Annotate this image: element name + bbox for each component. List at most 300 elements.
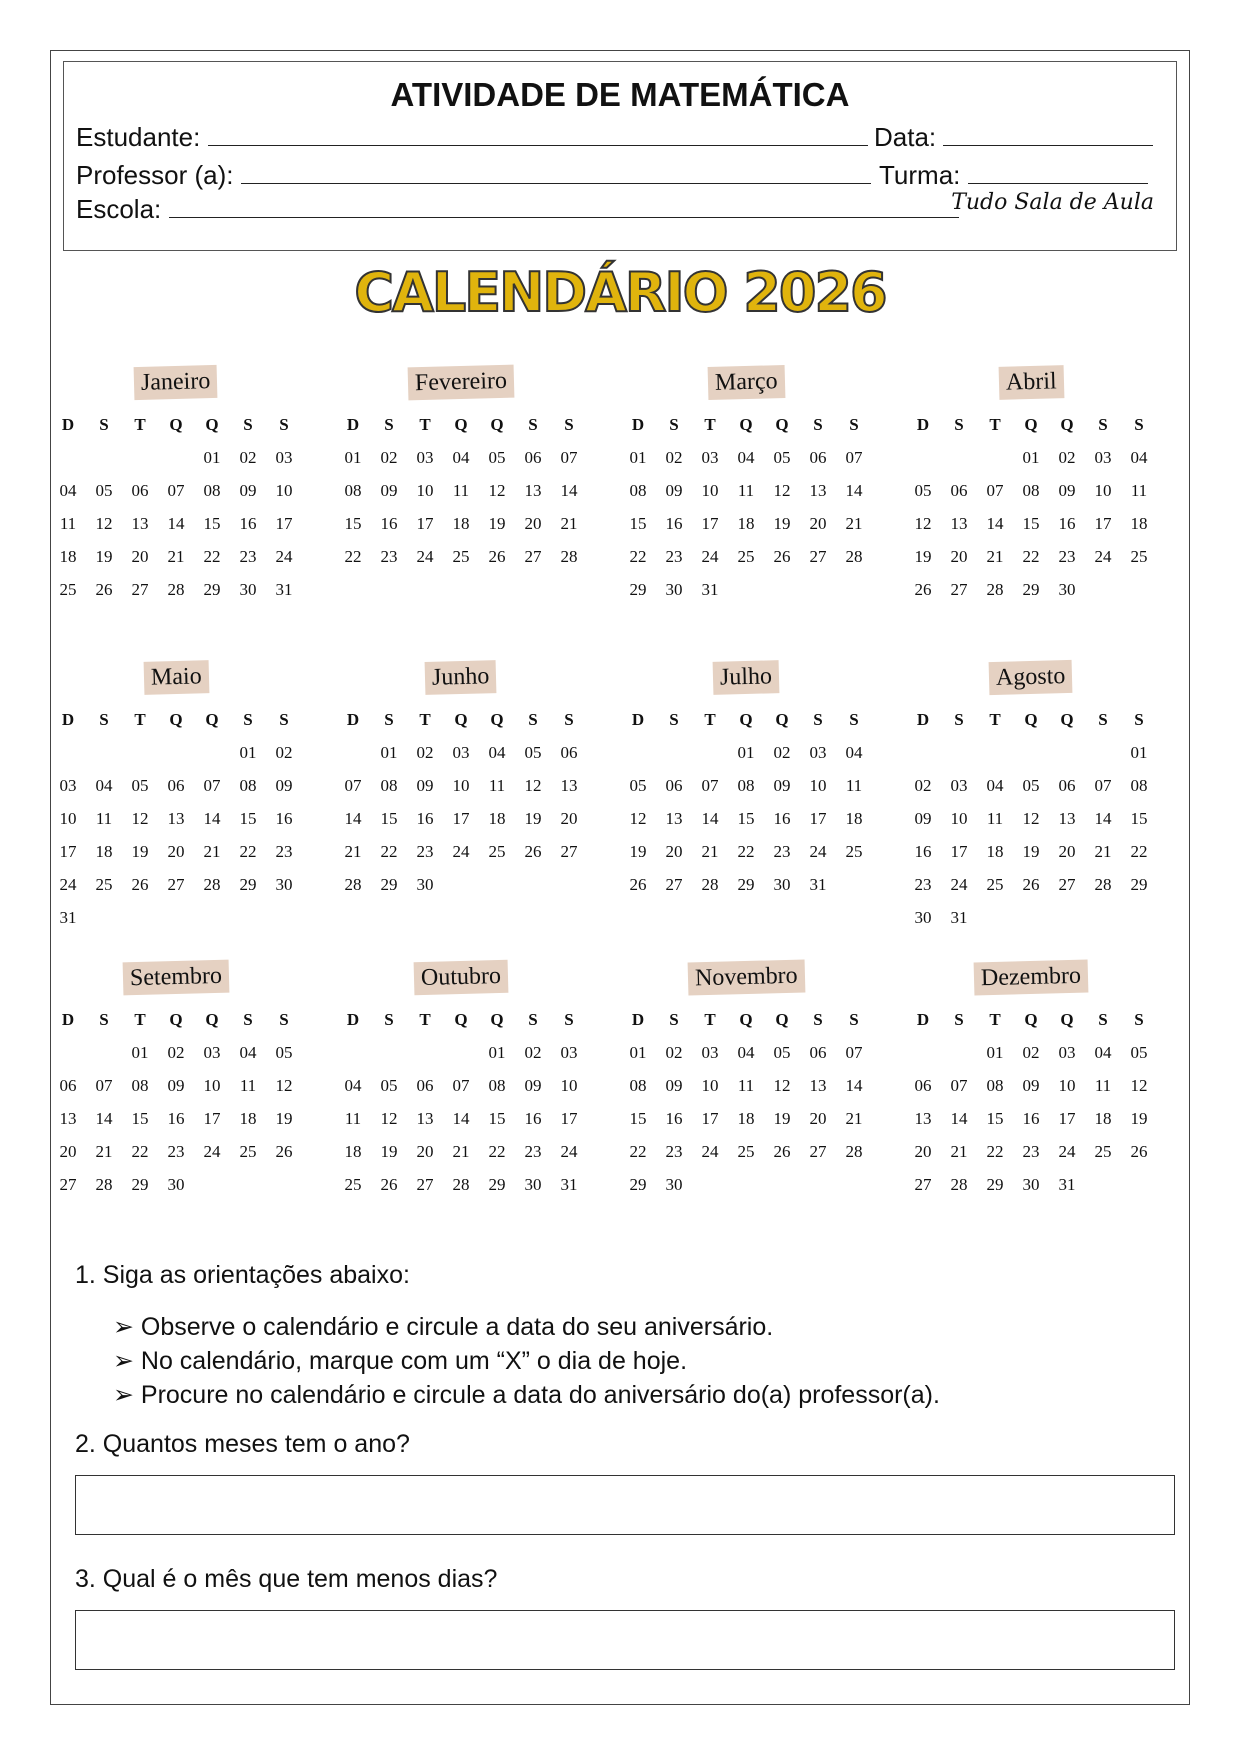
day-cell[interactable]: 09 [1058,481,1076,500]
day-cell[interactable]: 02 [1058,448,1076,467]
day-cell[interactable]: 18 [59,547,77,566]
day-cell[interactable]: 11 [1130,481,1148,500]
day-cell[interactable]: 14 [203,809,221,828]
day-cell[interactable]: 29 [629,580,647,599]
day-cell[interactable]: 21 [701,842,719,861]
day-cell[interactable]: 15 [1022,514,1040,533]
day-cell[interactable]: 29 [488,1175,506,1194]
answer-box-3[interactable] [75,1610,1175,1670]
teacher-field[interactable] [241,161,871,184]
day-cell[interactable]: 28 [701,875,719,894]
day-cell[interactable]: 08 [986,1076,1004,1095]
day-cell[interactable]: 02 [524,1043,542,1062]
day-cell[interactable]: 27 [950,580,968,599]
day-cell[interactable]: 30 [275,875,293,894]
day-cell[interactable]: 28 [452,1175,470,1194]
day-cell[interactable]: 24 [950,875,968,894]
day-cell[interactable]: 15 [380,809,398,828]
day-cell[interactable]: 26 [275,1142,293,1161]
day-cell[interactable]: 15 [629,514,647,533]
day-cell[interactable]: 26 [629,875,647,894]
day-cell[interactable]: 12 [275,1076,293,1095]
day-cell[interactable]: 21 [845,1109,863,1128]
day-cell[interactable]: 05 [773,448,791,467]
day-cell[interactable]: 16 [416,809,434,828]
day-cell[interactable]: 14 [1094,809,1112,828]
day-cell[interactable]: 09 [275,776,293,795]
day-cell[interactable]: 08 [344,481,362,500]
day-cell[interactable]: 29 [1022,580,1040,599]
day-cell[interactable]: 21 [167,547,185,566]
day-cell[interactable]: 18 [344,1142,362,1161]
day-cell[interactable]: 30 [239,580,257,599]
day-cell[interactable]: 02 [380,448,398,467]
day-cell[interactable]: 16 [1022,1109,1040,1128]
day-cell[interactable]: 22 [131,1142,149,1161]
day-cell[interactable]: 23 [167,1142,185,1161]
day-cell[interactable]: 29 [239,875,257,894]
day-cell[interactable]: 30 [665,1175,683,1194]
day-cell[interactable]: 20 [524,514,542,533]
day-cell[interactable]: 23 [773,842,791,861]
day-cell[interactable]: 21 [560,514,578,533]
day-cell[interactable]: 29 [203,580,221,599]
day-cell[interactable]: 02 [239,448,257,467]
day-cell[interactable]: 28 [845,547,863,566]
class-field[interactable] [968,161,1148,184]
day-cell[interactable]: 28 [986,580,1004,599]
day-cell[interactable]: 07 [845,1043,863,1062]
day-cell[interactable]: 29 [737,875,755,894]
day-cell[interactable]: 31 [1058,1175,1076,1194]
day-cell[interactable]: 08 [1130,776,1148,795]
day-cell[interactable]: 30 [1058,580,1076,599]
day-cell[interactable]: 30 [773,875,791,894]
day-cell[interactable]: 21 [344,842,362,861]
day-cell[interactable]: 27 [665,875,683,894]
day-cell[interactable]: 14 [452,1109,470,1128]
day-cell[interactable]: 27 [809,547,827,566]
day-cell[interactable]: 12 [131,809,149,828]
day-cell[interactable]: 01 [629,448,647,467]
day-cell[interactable]: 12 [629,809,647,828]
day-cell[interactable]: 25 [452,547,470,566]
day-cell[interactable]: 10 [701,1076,719,1095]
day-cell[interactable]: 12 [524,776,542,795]
day-cell[interactable]: 02 [1022,1043,1040,1062]
day-cell[interactable]: 03 [1058,1043,1076,1062]
day-cell[interactable]: 26 [773,547,791,566]
day-cell[interactable]: 06 [665,776,683,795]
day-cell[interactable]: 17 [1058,1109,1076,1128]
day-cell[interactable]: 15 [488,1109,506,1128]
day-cell[interactable]: 18 [239,1109,257,1128]
school-field[interactable] [169,195,959,218]
day-cell[interactable]: 16 [914,842,932,861]
day-cell[interactable]: 17 [809,809,827,828]
day-cell[interactable]: 31 [809,875,827,894]
day-cell[interactable]: 24 [416,547,434,566]
day-cell[interactable]: 31 [950,908,968,927]
day-cell[interactable]: 22 [629,1142,647,1161]
day-cell[interactable]: 07 [986,481,1004,500]
day-cell[interactable]: 01 [1130,743,1148,762]
day-cell[interactable]: 24 [701,547,719,566]
day-cell[interactable]: 18 [95,842,113,861]
day-cell[interactable]: 06 [131,481,149,500]
day-cell[interactable]: 19 [773,1109,791,1128]
day-cell[interactable]: 21 [95,1142,113,1161]
day-cell[interactable]: 04 [95,776,113,795]
day-cell[interactable]: 13 [809,481,827,500]
day-cell[interactable]: 19 [95,547,113,566]
day-cell[interactable]: 10 [275,481,293,500]
day-cell[interactable]: 26 [131,875,149,894]
day-cell[interactable]: 08 [131,1076,149,1095]
day-cell[interactable]: 13 [809,1076,827,1095]
day-cell[interactable]: 28 [560,547,578,566]
day-cell[interactable]: 11 [59,514,77,533]
day-cell[interactable]: 01 [1022,448,1040,467]
day-cell[interactable]: 17 [203,1109,221,1128]
day-cell[interactable]: 05 [131,776,149,795]
day-cell[interactable]: 11 [488,776,506,795]
day-cell[interactable]: 04 [488,743,506,762]
day-cell[interactable]: 09 [665,481,683,500]
day-cell[interactable]: 06 [950,481,968,500]
day-cell[interactable]: 27 [809,1142,827,1161]
day-cell[interactable]: 22 [344,547,362,566]
day-cell[interactable]: 15 [239,809,257,828]
day-cell[interactable]: 17 [701,514,719,533]
day-cell[interactable]: 29 [380,875,398,894]
day-cell[interactable]: 19 [1130,1109,1148,1128]
day-cell[interactable]: 25 [239,1142,257,1161]
day-cell[interactable]: 01 [344,448,362,467]
day-cell[interactable]: 11 [452,481,470,500]
day-cell[interactable]: 13 [950,514,968,533]
day-cell[interactable]: 18 [845,809,863,828]
day-cell[interactable]: 13 [665,809,683,828]
day-cell[interactable]: 17 [416,514,434,533]
day-cell[interactable]: 06 [809,1043,827,1062]
day-cell[interactable]: 22 [239,842,257,861]
day-cell[interactable]: 17 [950,842,968,861]
day-cell[interactable]: 25 [986,875,1004,894]
day-cell[interactable]: 17 [1094,514,1112,533]
day-cell[interactable]: 09 [524,1076,542,1095]
day-cell[interactable]: 31 [701,580,719,599]
day-cell[interactable]: 27 [59,1175,77,1194]
day-cell[interactable]: 04 [737,448,755,467]
day-cell[interactable]: 15 [737,809,755,828]
day-cell[interactable]: 02 [773,743,791,762]
day-cell[interactable]: 10 [416,481,434,500]
day-cell[interactable]: 24 [452,842,470,861]
day-cell[interactable]: 15 [203,514,221,533]
day-cell[interactable]: 12 [380,1109,398,1128]
day-cell[interactable]: 04 [1130,448,1148,467]
day-cell[interactable]: 28 [845,1142,863,1161]
day-cell[interactable]: 15 [986,1109,1004,1128]
day-cell[interactable]: 16 [167,1109,185,1128]
day-cell[interactable]: 27 [131,580,149,599]
day-cell[interactable]: 23 [914,875,932,894]
day-cell[interactable]: 25 [95,875,113,894]
day-cell[interactable]: 04 [344,1076,362,1095]
day-cell[interactable]: 15 [344,514,362,533]
day-cell[interactable]: 25 [1094,1142,1112,1161]
day-cell[interactable]: 03 [809,743,827,762]
day-cell[interactable]: 17 [701,1109,719,1128]
day-cell[interactable]: 23 [239,547,257,566]
day-cell[interactable]: 24 [1094,547,1112,566]
day-cell[interactable]: 14 [950,1109,968,1128]
day-cell[interactable]: 28 [95,1175,113,1194]
day-cell[interactable]: 07 [344,776,362,795]
day-cell[interactable]: 04 [986,776,1004,795]
day-cell[interactable]: 12 [773,481,791,500]
day-cell[interactable]: 23 [524,1142,542,1161]
day-cell[interactable]: 02 [665,448,683,467]
day-cell[interactable]: 06 [59,1076,77,1095]
day-cell[interactable]: 11 [1094,1076,1112,1095]
day-cell[interactable]: 26 [773,1142,791,1161]
day-cell[interactable]: 11 [737,481,755,500]
day-cell[interactable]: 08 [737,776,755,795]
day-cell[interactable]: 26 [95,580,113,599]
day-cell[interactable]: 09 [665,1076,683,1095]
day-cell[interactable]: 27 [524,547,542,566]
day-cell[interactable]: 09 [167,1076,185,1095]
day-cell[interactable]: 01 [239,743,257,762]
day-cell[interactable]: 17 [452,809,470,828]
day-cell[interactable]: 09 [416,776,434,795]
day-cell[interactable]: 01 [203,448,221,467]
day-cell[interactable]: 17 [59,842,77,861]
day-cell[interactable]: 20 [809,514,827,533]
day-cell[interactable]: 09 [1022,1076,1040,1095]
day-cell[interactable]: 01 [380,743,398,762]
day-cell[interactable]: 05 [524,743,542,762]
day-cell[interactable]: 13 [167,809,185,828]
day-cell[interactable]: 11 [986,809,1004,828]
day-cell[interactable]: 01 [986,1043,1004,1062]
day-cell[interactable]: 19 [275,1109,293,1128]
day-cell[interactable]: 05 [380,1076,398,1095]
day-cell[interactable]: 31 [275,580,293,599]
day-cell[interactable]: 21 [452,1142,470,1161]
day-cell[interactable]: 05 [914,481,932,500]
day-cell[interactable]: 04 [845,743,863,762]
day-cell[interactable]: 03 [203,1043,221,1062]
day-cell[interactable]: 20 [560,809,578,828]
day-cell[interactable]: 11 [344,1109,362,1128]
day-cell[interactable]: 25 [737,1142,755,1161]
day-cell[interactable]: 20 [950,547,968,566]
day-cell[interactable]: 20 [914,1142,932,1161]
day-cell[interactable]: 02 [665,1043,683,1062]
day-cell[interactable]: 18 [488,809,506,828]
day-cell[interactable]: 21 [986,547,1004,566]
day-cell[interactable]: 04 [239,1043,257,1062]
day-cell[interactable]: 29 [629,1175,647,1194]
day-cell[interactable]: 08 [629,481,647,500]
day-cell[interactable]: 11 [95,809,113,828]
day-cell[interactable]: 19 [914,547,932,566]
day-cell[interactable]: 25 [845,842,863,861]
day-cell[interactable]: 06 [914,1076,932,1095]
day-cell[interactable]: 16 [239,514,257,533]
day-cell[interactable]: 08 [380,776,398,795]
day-cell[interactable]: 15 [629,1109,647,1128]
day-cell[interactable]: 20 [416,1142,434,1161]
day-cell[interactable]: 20 [809,1109,827,1128]
day-cell[interactable]: 26 [1022,875,1040,894]
day-cell[interactable]: 27 [416,1175,434,1194]
day-cell[interactable]: 24 [809,842,827,861]
day-cell[interactable]: 05 [95,481,113,500]
day-cell[interactable]: 11 [845,776,863,795]
day-cell[interactable]: 02 [914,776,932,795]
day-cell[interactable]: 30 [416,875,434,894]
day-cell[interactable]: 05 [773,1043,791,1062]
day-cell[interactable]: 28 [167,580,185,599]
day-cell[interactable]: 10 [701,481,719,500]
day-cell[interactable]: 07 [1094,776,1112,795]
day-cell[interactable]: 13 [560,776,578,795]
day-cell[interactable]: 08 [629,1076,647,1095]
day-cell[interactable]: 10 [950,809,968,828]
day-cell[interactable]: 12 [914,514,932,533]
day-cell[interactable]: 12 [773,1076,791,1095]
day-cell[interactable]: 24 [275,547,293,566]
day-cell[interactable]: 09 [914,809,932,828]
day-cell[interactable]: 05 [488,448,506,467]
day-cell[interactable]: 23 [275,842,293,861]
day-cell[interactable]: 03 [950,776,968,795]
day-cell[interactable]: 04 [452,448,470,467]
day-cell[interactable]: 24 [701,1142,719,1161]
day-cell[interactable]: 01 [737,743,755,762]
day-cell[interactable]: 13 [524,481,542,500]
day-cell[interactable]: 30 [665,580,683,599]
day-cell[interactable]: 13 [914,1109,932,1128]
day-cell[interactable]: 09 [773,776,791,795]
day-cell[interactable]: 01 [131,1043,149,1062]
day-cell[interactable]: 04 [59,481,77,500]
day-cell[interactable]: 01 [629,1043,647,1062]
day-cell[interactable]: 27 [914,1175,932,1194]
day-cell[interactable]: 15 [131,1109,149,1128]
day-cell[interactable]: 11 [737,1076,755,1095]
day-cell[interactable]: 05 [1130,1043,1148,1062]
day-cell[interactable]: 05 [629,776,647,795]
day-cell[interactable]: 25 [488,842,506,861]
day-cell[interactable]: 07 [701,776,719,795]
day-cell[interactable]: 18 [452,514,470,533]
day-cell[interactable]: 21 [203,842,221,861]
day-cell[interactable]: 24 [560,1142,578,1161]
day-cell[interactable]: 18 [737,514,755,533]
day-cell[interactable]: 26 [488,547,506,566]
day-cell[interactable]: 13 [1058,809,1076,828]
day-cell[interactable]: 10 [452,776,470,795]
day-cell[interactable]: 19 [380,1142,398,1161]
day-cell[interactable]: 04 [1094,1043,1112,1062]
day-cell[interactable]: 16 [665,514,683,533]
day-cell[interactable]: 14 [167,514,185,533]
day-cell[interactable]: 22 [986,1142,1004,1161]
day-cell[interactable]: 26 [1130,1142,1148,1161]
day-cell[interactable]: 20 [167,842,185,861]
day-cell[interactable]: 03 [1094,448,1112,467]
day-cell[interactable]: 28 [1094,875,1112,894]
day-cell[interactable]: 21 [1094,842,1112,861]
day-cell[interactable]: 12 [1022,809,1040,828]
day-cell[interactable]: 22 [629,547,647,566]
day-cell[interactable]: 21 [845,514,863,533]
day-cell[interactable]: 07 [452,1076,470,1095]
day-cell[interactable]: 12 [1130,1076,1148,1095]
day-cell[interactable]: 25 [344,1175,362,1194]
day-cell[interactable]: 09 [380,481,398,500]
day-cell[interactable]: 13 [131,514,149,533]
day-cell[interactable]: 06 [524,448,542,467]
day-cell[interactable]: 31 [59,908,77,927]
day-cell[interactable]: 29 [986,1175,1004,1194]
day-cell[interactable]: 25 [59,580,77,599]
day-cell[interactable]: 08 [239,776,257,795]
day-cell[interactable]: 23 [1022,1142,1040,1161]
day-cell[interactable]: 24 [203,1142,221,1161]
day-cell[interactable]: 27 [167,875,185,894]
day-cell[interactable]: 16 [380,514,398,533]
day-cell[interactable]: 02 [275,743,293,762]
day-cell[interactable]: 07 [203,776,221,795]
day-cell[interactable]: 19 [488,514,506,533]
day-cell[interactable]: 29 [131,1175,149,1194]
day-cell[interactable]: 03 [701,448,719,467]
day-cell[interactable]: 03 [416,448,434,467]
day-cell[interactable]: 26 [914,580,932,599]
day-cell[interactable]: 04 [737,1043,755,1062]
day-cell[interactable]: 21 [950,1142,968,1161]
day-cell[interactable]: 16 [773,809,791,828]
day-cell[interactable]: 24 [59,875,77,894]
day-cell[interactable]: 25 [1130,547,1148,566]
day-cell[interactable]: 14 [701,809,719,828]
day-cell[interactable]: 23 [380,547,398,566]
day-cell[interactable]: 09 [239,481,257,500]
day-cell[interactable]: 08 [488,1076,506,1095]
day-cell[interactable]: 30 [167,1175,185,1194]
date-field[interactable] [943,123,1153,146]
day-cell[interactable]: 10 [809,776,827,795]
day-cell[interactable]: 22 [1130,842,1148,861]
day-cell[interactable]: 14 [344,809,362,828]
answer-box-2[interactable] [75,1475,1175,1535]
day-cell[interactable]: 06 [167,776,185,795]
day-cell[interactable]: 08 [203,481,221,500]
day-cell[interactable]: 17 [560,1109,578,1128]
day-cell[interactable]: 07 [167,481,185,500]
day-cell[interactable]: 20 [131,547,149,566]
day-cell[interactable]: 02 [416,743,434,762]
day-cell[interactable]: 14 [845,1076,863,1095]
day-cell[interactable]: 22 [203,547,221,566]
day-cell[interactable]: 19 [773,514,791,533]
